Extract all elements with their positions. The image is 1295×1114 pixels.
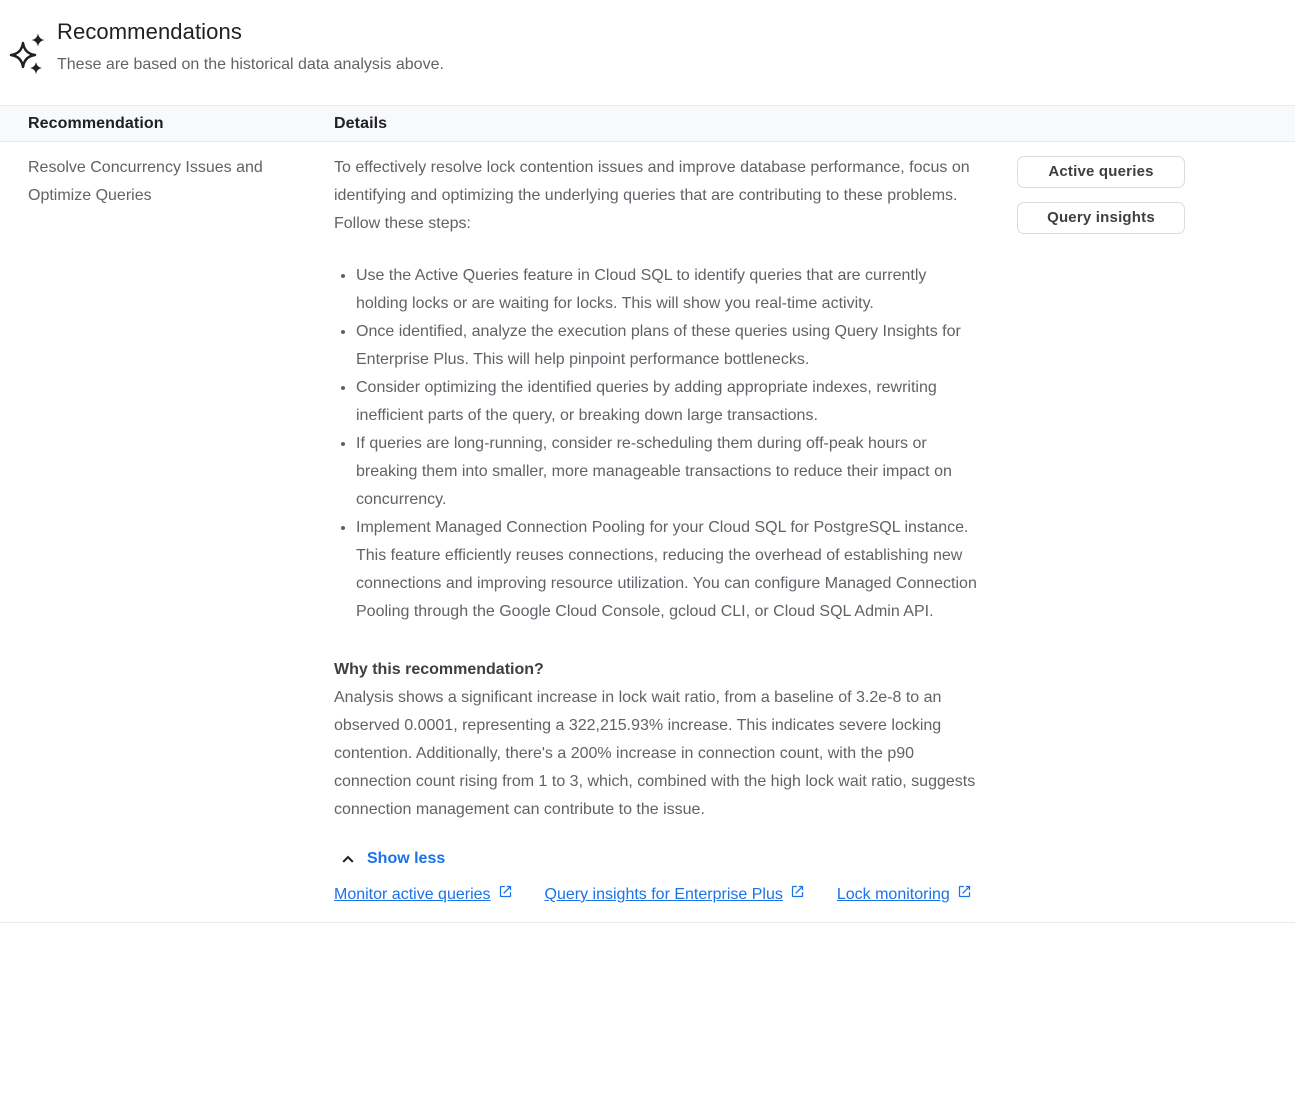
bullet-item: • Consider optimizing the identified queries by adding appropriate indexes, rewriting inefficient parts of the query, or breaking down large transactions. — [356, 374, 979, 430]
link-label: Query insights for Enterprise Plus — [544, 886, 783, 903]
details-bullet-list — [334, 262, 979, 626]
bullet-item: • If queries are long-running, consider re-scheduling them during off-peak hours or breaking them into smaller, more manageable transactions to reduce their impact on concurrency. — [356, 430, 979, 514]
bullet-item: • Implement Managed Connection Pooling for your Cloud SQL for PostgreSQL instance. This feature efficiently reuses connections, reducing the overhead of establishing new connections and improving resource utilization. You can configure Managed Connection Pooling through the Google Cloud Console, gcloud CLI, or Cloud SQL Admin API. — [356, 514, 979, 626]
open-in-new-icon — [498, 881, 513, 909]
recommendations-table — [0, 105, 1295, 923]
open-in-new-icon — [790, 881, 805, 909]
documentation-links — [334, 881, 979, 909]
page-title: Recommendations — [57, 19, 242, 44]
table-header-row — [0, 105, 1295, 142]
show-less-toggle[interactable] — [334, 848, 451, 870]
column-header-recommendation: Recommendation — [28, 114, 164, 132]
gemini-sparkle-icon — [8, 30, 48, 76]
link-label: Monitor active queries — [334, 886, 491, 903]
query-insights-button[interactable]: Query insights — [1017, 202, 1185, 234]
column-header-details: Details — [334, 114, 388, 132]
page-subtitle: These are based on the historical data analysis above. — [57, 56, 444, 73]
link-query-insights-enterprise-plus[interactable] — [545, 881, 805, 909]
table-row — [0, 142, 1295, 923]
link-monitor-active-queries[interactable] — [334, 881, 513, 909]
details-intro: To effectively resolve lock contention issues and improve database performance, focus on identifying and optimizing the underlying queries that are contributing to these problems. Follow these steps: — [334, 159, 970, 232]
active-queries-button[interactable]: Active queries — [1017, 156, 1185, 188]
actions-cell — [987, 154, 1295, 909]
bullet-item: • Use the Active Queries feature in Cloud SQL to identify queries that are currently holding locks or are waiting for locks. This will show you real-time activity. — [356, 262, 979, 318]
link-label: Lock monitoring — [836, 886, 950, 903]
details-cell — [334, 154, 987, 909]
open-in-new-icon — [957, 881, 972, 909]
why-recommendation-text: Analysis shows a significant increase in lock wait ratio, from a baseline of 3.2e-8 to an observed 0.0001, representing a 322,215.93% increase. This indicates severe locking contention. Additionally, there's a 200% increase in connection count, with the p90 connection count rising from 1 to 3, which, combined with the high lock wait ratio, suggests connection management can contribute to the issue. — [334, 689, 976, 818]
recommendation-title: Resolve Concurrency Issues and Optimize Queries — [28, 159, 263, 204]
show-less-label: Show less — [367, 850, 446, 867]
why-recommendation-block — [334, 656, 979, 824]
bullet-item: • Once identified, analyze the execution plans of these queries using Query Insights for Enterprise Plus. This will help pinpoint performance bottlenecks. — [356, 318, 979, 374]
why-recommendation-heading: Why this recommendation? — [334, 661, 544, 678]
link-lock-monitoring[interactable] — [837, 881, 972, 909]
panel-header — [0, 0, 1295, 77]
chevron-up-icon — [338, 849, 358, 869]
